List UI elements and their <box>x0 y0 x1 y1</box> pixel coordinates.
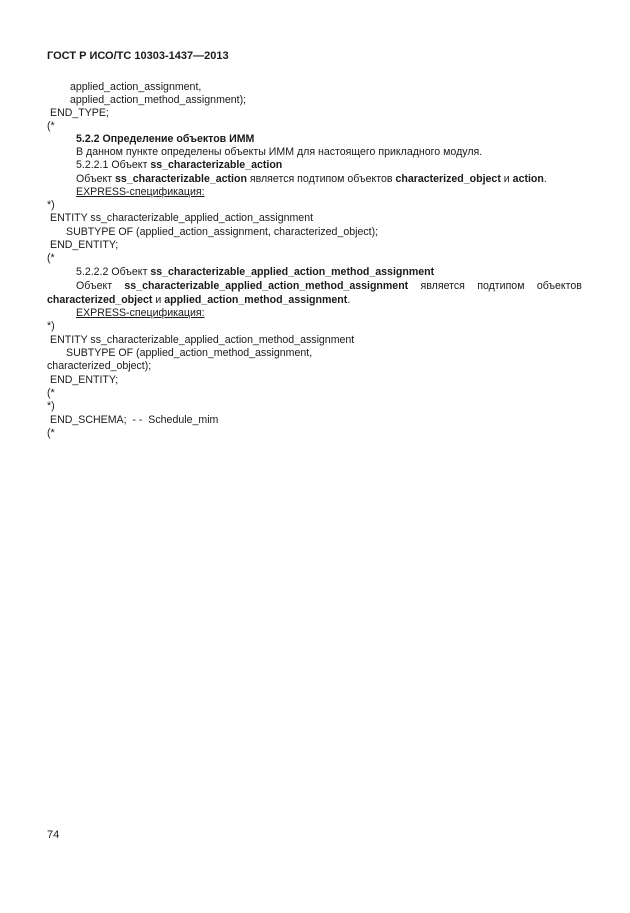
express-spec-label: EXPRESS-спецификация: <box>76 307 205 319</box>
comment-open: (* <box>47 120 55 132</box>
code-line: END_ENTITY; <box>50 374 119 386</box>
code-line: characterized_object); <box>47 360 152 372</box>
code-line: SUBTYPE OF (applied_action_assignment, characterized_object); <box>66 226 379 238</box>
section-heading: 5.2.2 Определение объектов ИММ <box>76 133 255 145</box>
comment-close: *) <box>47 320 55 332</box>
comment-open: (* <box>47 387 55 399</box>
paragraph: Объект ss_characterizable_applied_action_method_assignment является подтипом объектов <box>76 280 582 292</box>
express-spec-label: EXPRESS-спецификация: <box>76 186 205 198</box>
code-line: END_ENTITY; <box>50 239 119 251</box>
subsection-heading: 5.2.2.1 Объект ss_characterizable_action <box>76 159 283 171</box>
code-line: applied_action_assignment, <box>70 81 202 93</box>
paragraph: characterized_object и applied_action_method_assignment. <box>47 294 351 306</box>
code-line: SUBTYPE OF (applied_action_method_assignment, <box>66 347 313 359</box>
page-number: 74 <box>47 829 60 841</box>
comment-open: (* <box>47 427 55 439</box>
code-line: ENTITY ss_characterizable_applied_action_assignment <box>50 212 314 224</box>
document-header: ГОСТ Р ИСО/ТС 10303-1437—2013 <box>47 50 229 62</box>
comment-close: *) <box>47 400 55 412</box>
code-line: ENTITY ss_characterizable_applied_action_method_assignment <box>50 334 355 346</box>
paragraph: Объект ss_characterizable_action является подтипом объектов characterized_object и action. <box>76 173 547 185</box>
code-line: END_TYPE; <box>50 107 109 119</box>
paragraph: В данном пункте определены объекты ИММ для настоящего прикладного модуля. <box>76 146 483 158</box>
code-line: applied_action_method_assignment); <box>70 94 247 106</box>
subsection-heading: 5.2.2.2 Объект ss_characterizable_applied_action_method_assignment <box>76 266 435 278</box>
comment-open: (* <box>47 252 55 264</box>
comment-close: *) <box>47 199 55 211</box>
code-line: END_SCHEMA; - - Schedule_mim <box>50 414 219 426</box>
